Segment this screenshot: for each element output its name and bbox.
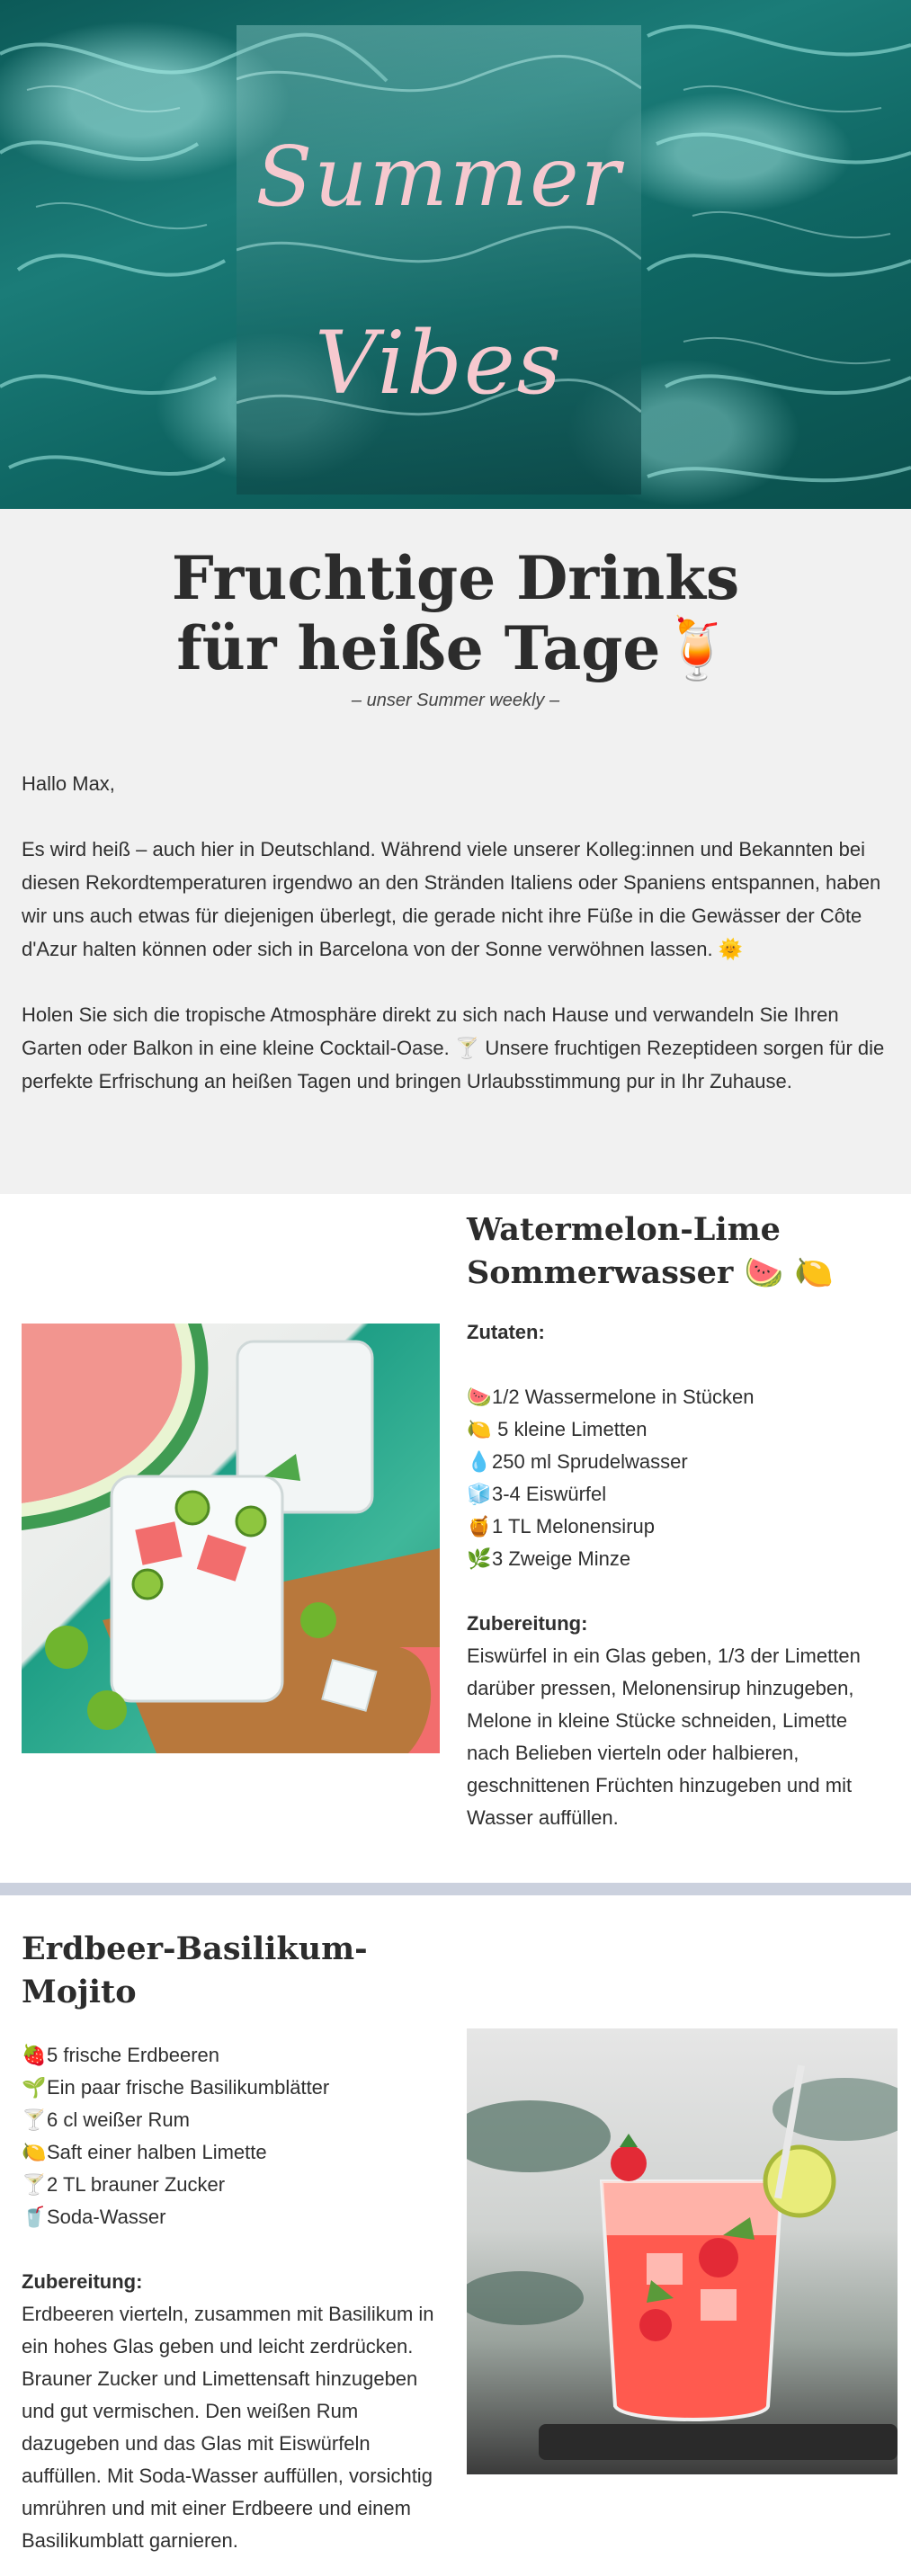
ingredient-text: 2 TL brauner Zucker — [47, 2173, 226, 2196]
lemon-icon: 🍋 — [467, 1418, 492, 1440]
ingredient-item — [467, 1511, 889, 1543]
ice-cube-icon: 🧊 — [467, 1483, 492, 1505]
intro-section — [0, 509, 911, 1194]
mojito-drink-illustration — [467, 2028, 898, 2474]
cocktail-glass-icon: 🍸 — [22, 2108, 47, 2131]
ingredient-item — [467, 1446, 889, 1478]
ingredient-text: 1/2 Wassermelone in Stücken — [492, 1386, 755, 1408]
recipe-watermelon-lime — [0, 1194, 911, 1883]
ingredient-item — [22, 2072, 444, 2104]
ingredient-text: 1 TL Melonensirup — [492, 1515, 655, 1538]
ingredient-text: 3-4 Eiswürfel — [492, 1483, 607, 1505]
ingredient-item — [22, 2039, 444, 2072]
panel-ripples-graphic — [237, 25, 641, 495]
cocktail-icon: 🍹 — [660, 613, 735, 683]
droplet-icon: 💧 — [467, 1450, 492, 1473]
strawberry-icon: 🍓 — [22, 2044, 47, 2066]
herb-icon: 🌿 — [467, 1547, 492, 1570]
hero-script-line1: Summer — [255, 129, 622, 225]
watermelon-drink-photo — [22, 1324, 440, 1753]
title-line1: Fruchtige Drinks — [171, 543, 740, 613]
page-subtitle: – unser Summer weekly – — [351, 691, 560, 710]
recipe1-title: Watermelon-Lime Sommerwasser 🍉 🍋 — [467, 1211, 834, 1291]
seedling-icon: 🌱 — [22, 2076, 47, 2099]
ingredient-text: Ein paar frische Basilikumblätter — [47, 2076, 330, 2099]
recipe-erdbeer-mojito — [0, 1895, 911, 2576]
cocktail-glass-icon: 🍸 — [22, 2173, 47, 2196]
hero-banner — [0, 0, 911, 509]
ingredient-item — [467, 1413, 889, 1446]
section-divider — [0, 1883, 911, 1895]
ingredient-text: Saft einer halben Limette — [47, 2141, 267, 2163]
ingredient-item — [22, 2169, 444, 2201]
recipe1-prep-label: Zubereitung: — [467, 1612, 588, 1635]
soda-cup-icon: 🥤 — [22, 2206, 47, 2228]
greeting: Hallo Max, — [22, 772, 115, 795]
ingredient-item — [467, 1543, 889, 1575]
mojito-drink-photo — [467, 2028, 898, 2474]
ingredient-item — [22, 2136, 444, 2169]
recipe2-ingredient-list — [22, 2039, 444, 2233]
ingredient-text: 250 ml Sprudelwasser — [492, 1450, 688, 1473]
recipe2-text — [22, 1928, 444, 2557]
ingredient-text: 5 frische Erdbeeren — [47, 2044, 219, 2066]
title-line2: für heiße Tage — [176, 613, 661, 683]
hero-script-line2: Vibes — [315, 313, 563, 414]
recipe2-prep-label: Zubereitung: — [22, 2270, 143, 2293]
ingredient-text: 6 cl weißer Rum — [47, 2108, 190, 2131]
page-title — [22, 543, 889, 683]
ingredient-item — [467, 1478, 889, 1511]
watermelon-drink-illustration — [22, 1324, 440, 1753]
recipe1-prep-text: Eiswürfel in ein Glas geben, 1/3 der Limetten darüber pressen, Melonensirup hinzugeben, Melone in kleine Stücke schneiden, Limette nach Belieben vierteln oder halbieren, geschnittenen Früchten hinzugeben und mit Wasser auffüllen. — [467, 1645, 861, 1829]
recipe1-ingredient-list — [467, 1381, 889, 1575]
honey-pot-icon: 🍯 — [467, 1515, 492, 1538]
ingredient-item — [467, 1381, 889, 1413]
ingredient-text: Soda-Wasser — [47, 2206, 166, 2228]
lemon-icon: 🍋 — [22, 2141, 47, 2163]
recipe2-prep-text: Erdbeeren vierteln, zusammen mit Basilikum in ein hohes Glas geben und leicht zerdrücken. Brauner Zucker und Limettensaft hinzugeben und gut vermischen. Den weißen Rum dazugeben und das Glas mit Eiswürfeln auffüllen. Mit Soda-Wasser auffüllen, vorsichtig umrühren und mit einer Erdbeere und einem Basilikumblatt garnieren. — [22, 2303, 434, 2552]
intro-paragraph-1: Es wird heiß – auch hier in Deutschland. Während viele unserer Kolleg:innen und Bekannten bei diesen Rekordtemperaturen irgendwo an den Stränden Italiens oder Spaniens entspannen, haben wir uns auch etwas für diejenigen überlegt, die gerade nicht ihre Füße in die Gewässer der Côte d'Azur halten können oder sich in Barcelona von der Sonne verwöhnen lassen. 🌞 — [22, 838, 881, 960]
ingredient-text: 5 kleine Limetten — [492, 1418, 648, 1440]
ingredient-item — [22, 2104, 444, 2136]
recipe1-ingredients-label: Zutaten: — [467, 1321, 545, 1343]
watermelon-icon: 🍉 — [467, 1386, 492, 1408]
ingredient-item — [22, 2201, 444, 2233]
ingredient-text: 3 Zweige Minze — [492, 1547, 631, 1570]
recipe1-text — [467, 1208, 889, 1834]
hero-overlay-panel — [237, 25, 641, 495]
intro-paragraph-2: Holen Sie sich die tropische Atmosphäre direkt zu sich nach Hause und verwandeln Sie Ihren Garten oder Balkon in eine kleine Cocktail-Oase. 🍸 Unsere fruchtigen Rezeptideen sorgen für die perfekte Erfrischung an heißen Tagen und bringen Urlaubsstimmung pur in Ihr Zuhause. — [22, 1003, 885, 1092]
recipe2-title: Erdbeer-Basilikum-Mojito — [22, 1930, 368, 2010]
